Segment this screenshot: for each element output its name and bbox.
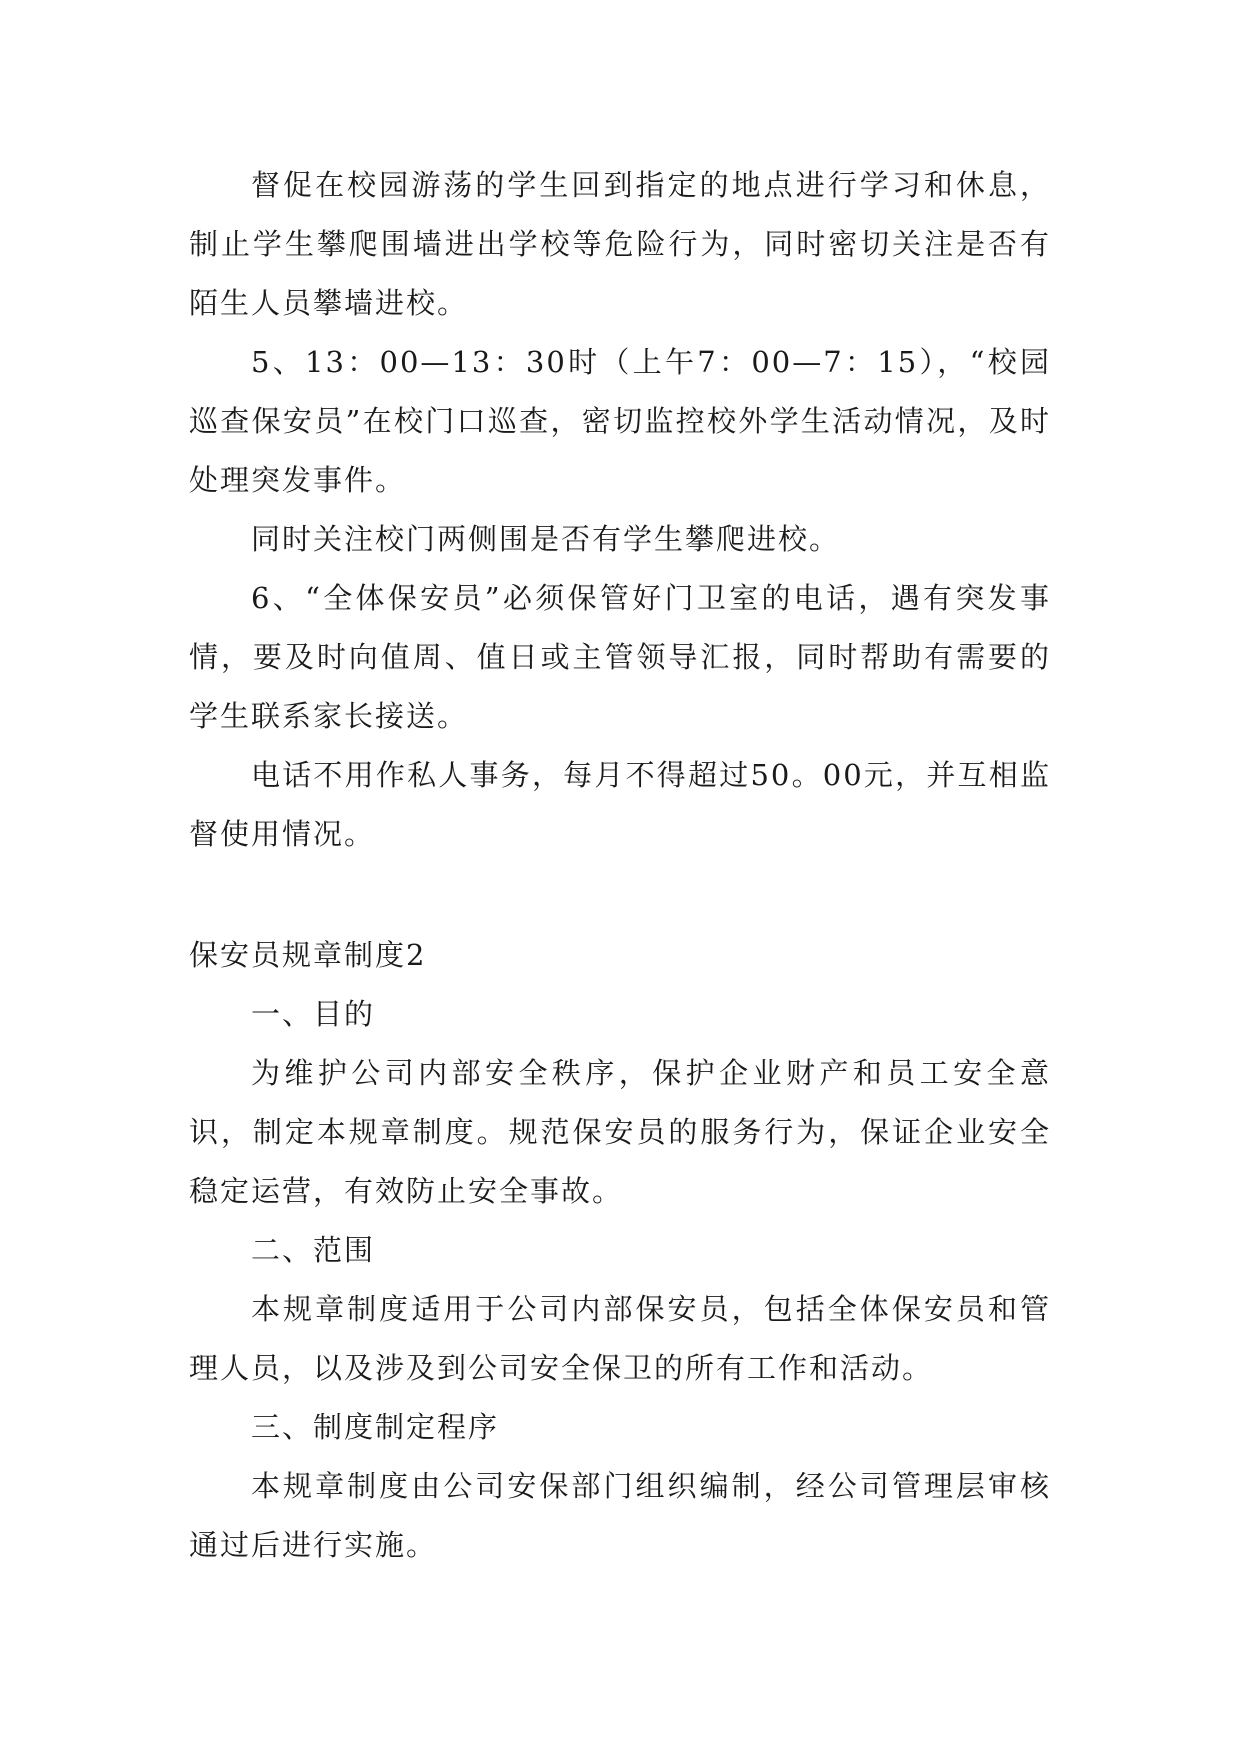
- paragraph-scope: 本规章制度适用于公司内部保安员，包括全体保安员和管理人员，以及涉及到公司安全保卫的所有工作和活动。: [189, 1292, 1051, 1385]
- paragraph-item-5: 5、13：00—13：30时（上午7：00—7：15），“校园巡查保安员”在校门口巡查，密切监控校外学生活动情况，及时处理突发事件。: [189, 345, 1051, 497]
- paragraph-phone-usage: 电话不用作私人事务，每月不得超过50。00元，并互相监督使用情况。: [189, 758, 1051, 851]
- heading-procedure: 三、制度制定程序: [251, 1410, 500, 1444]
- section-title: 保安员规章制度2: [189, 938, 427, 972]
- document-body: [189, 156, 1051, 1575]
- paragraph-gate-sides: 同时关注校门两侧围是否有学生攀爬进校。: [251, 522, 841, 556]
- section-spacer: [189, 864, 1051, 926]
- paragraph-procedure: 本规章制度由公司安保部门组织编制，经公司管理层审核通过后进行实施。: [189, 1469, 1051, 1562]
- paragraph-item-6: 6、“全体保安员”必须保管好门卫室的电话，遇有突发事情，要及时向值周、值日或主管领导汇报，同时帮助有需要的学生联系家长接送。: [189, 581, 1051, 733]
- heading-purpose: 一、目的: [251, 997, 376, 1031]
- paragraph-purpose: 为维护公司内部安全秩序，保护企业财产和员工安全意识，制定本规章制度。规范保安员的服务行为，保证企业安全稳定运营，有效防止安全事故。: [189, 1056, 1051, 1208]
- heading-scope: 二、范围: [251, 1233, 376, 1267]
- paragraph-campus-patrol: 督促在校园游荡的学生回到指定的地点进行学习和休息，制止学生攀爬围墙进出学校等危险行为，同时密切关注是否有陌生人员攀墙进校。: [189, 168, 1051, 320]
